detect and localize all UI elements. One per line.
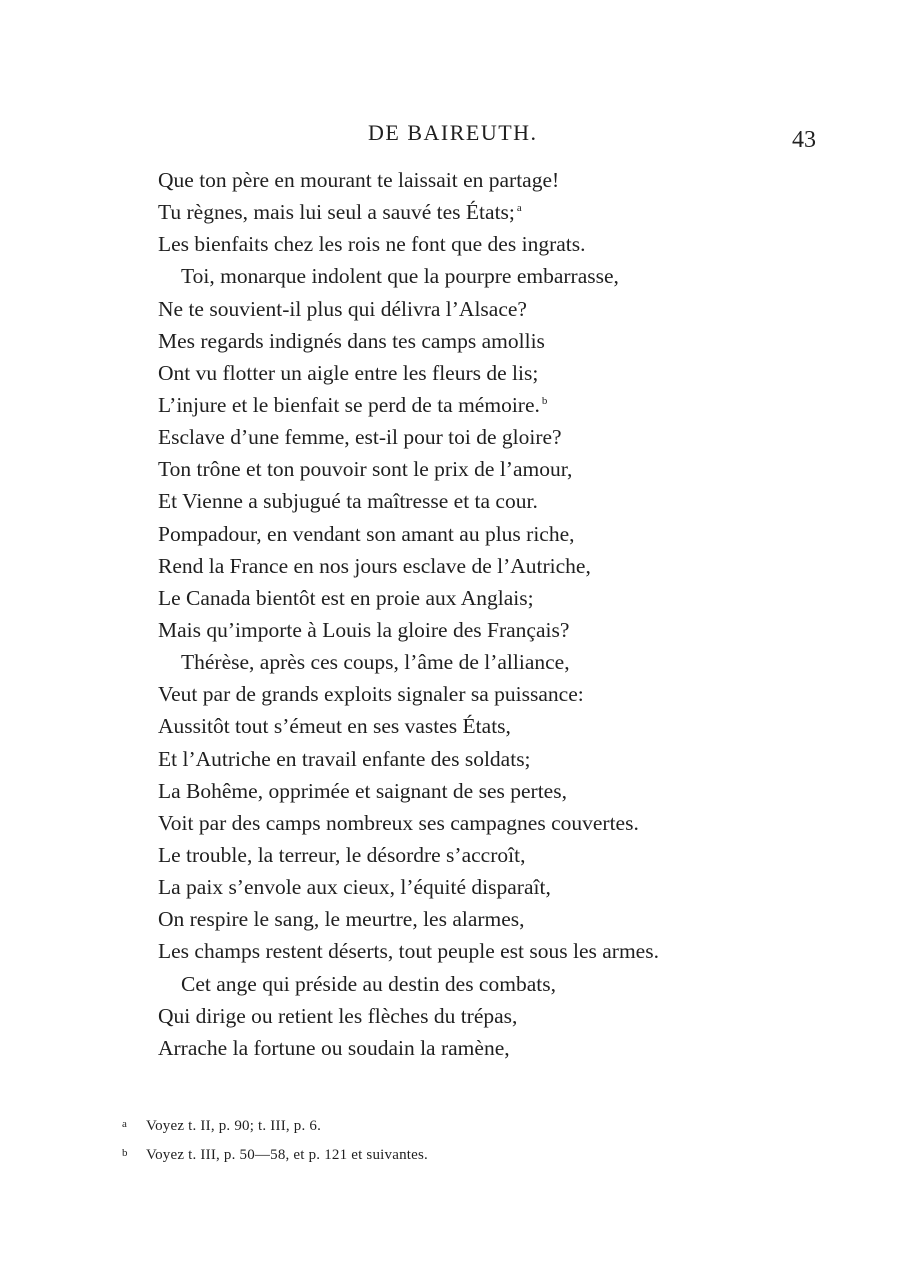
footnotes	[122, 1113, 802, 1171]
verse-line-text: Pompadour, en vendant son amant au plus riche,	[158, 521, 575, 546]
verse-line	[158, 357, 798, 389]
verse-line	[158, 1032, 798, 1064]
footnote-reference: a	[516, 201, 522, 214]
verse-line-text: Ton trône et ton pouvoir sont le prix de l’amour,	[158, 457, 573, 482]
verse-line	[158, 582, 798, 614]
verse-line	[158, 228, 798, 260]
footnote-text: Voyez t. III, p. 50—58, et p. 121 et suivantes.	[146, 1147, 428, 1163]
verse-line-text: Le Canada bientôt est en proie aux Anglais;	[158, 585, 534, 610]
verse-block	[158, 164, 798, 1064]
footnote-text: Voyez t. II, p. 90; t. III, p. 6.	[146, 1118, 322, 1134]
verse-line-text: Que ton père en mourant te laissait en partage!	[158, 168, 560, 192]
verse-line	[158, 1000, 798, 1032]
verse-line	[158, 807, 798, 839]
verse-line-text: Arrache la fortune ou soudain la ramène,	[158, 1035, 510, 1060]
verse-line	[158, 196, 798, 228]
footnote	[122, 1113, 802, 1142]
running-head	[0, 120, 900, 152]
verse-line	[158, 646, 798, 678]
verse-line	[158, 903, 798, 935]
verse-line-text: La paix s’envole aux cieux, l’équité disparaît,	[158, 875, 551, 900]
verse-line-text: La Bohême, opprimée et saignant de ses pertes,	[158, 778, 567, 803]
verse-line	[158, 421, 798, 453]
verse-line-text: Veut par de grands exploits signaler sa puissance:	[158, 682, 584, 707]
verse-line-text: Aussitôt tout s’émeut en ses vastes États,	[158, 714, 511, 739]
verse-line	[158, 839, 798, 871]
verse-line	[158, 614, 798, 646]
verse-line-text: Mes regards indignés dans tes camps amollis	[158, 328, 545, 353]
verse-line-text: Ont vu flotter un aigle entre les fleurs de lis;	[158, 360, 539, 385]
footnote-mark: a	[122, 1118, 127, 1130]
running-title: DE BAIREUTH.	[368, 120, 538, 145]
verse-line-text: Rend la France en nos jours esclave de l’Autriche,	[158, 553, 591, 578]
verse-line-text: Et l’Autriche en travail enfante des soldats;	[158, 746, 531, 771]
verse-line	[158, 935, 798, 967]
verse-line-text: Cet ange qui préside au destin des combats,	[181, 971, 556, 996]
verse-line-text: Mais qu’importe à Louis la gloire des Français?	[158, 617, 570, 642]
footnote-reference: b	[541, 394, 548, 407]
verse-line-text: Toi, monarque indolent que la pourpre embarrasse,	[181, 264, 619, 289]
verse-line-text: Les champs restent déserts, tout peuple est sous les armes.	[158, 939, 659, 964]
verse-line-text: Les bienfaits chez les rois ne font que des ingrats.	[158, 232, 586, 257]
verse-line-text: Thérèse, après ces coups, l’âme de l’alliance,	[181, 650, 570, 675]
verse-line	[158, 743, 798, 775]
verse-line	[158, 325, 798, 357]
verse-line	[158, 260, 798, 292]
verse-line	[158, 550, 798, 582]
footnote	[122, 1142, 802, 1171]
verse-line	[158, 871, 798, 903]
verse-line	[158, 518, 798, 550]
footnote-mark: b	[122, 1147, 128, 1159]
page-number: 43	[792, 127, 816, 153]
verse-line-text: Esclave d’une femme, est-il pour toi de gloire?	[158, 425, 562, 450]
verse-line	[158, 164, 798, 196]
verse-line	[158, 293, 798, 325]
verse-line	[158, 775, 798, 807]
verse-line-text: Tu règnes, mais lui seul a sauvé tes États;	[158, 200, 515, 225]
verse-line-text: Ne te souvient-il plus qui délivra l’Alsace?	[158, 296, 527, 321]
verse-line	[158, 453, 798, 485]
verse-line-text: Qui dirige ou retient les flèches du trépas,	[158, 1003, 518, 1028]
verse-line-text: Le trouble, la terreur, le désordre s’accroît,	[158, 842, 526, 867]
verse-line-text: Voit par des camps nombreux ses campagnes couvertes.	[158, 810, 639, 835]
verse-line-text: Et Vienne a subjugué ta maîtresse et ta cour.	[158, 489, 538, 514]
verse-line	[158, 678, 798, 710]
verse-line	[158, 710, 798, 742]
verse-line-text: On respire le sang, le meurtre, les alarmes,	[158, 907, 525, 932]
verse-line	[158, 485, 798, 517]
verse-line	[158, 389, 798, 421]
verse-line-text: L’injure et le bienfait se perd de ta mémoire.	[158, 392, 540, 417]
verse-line	[158, 968, 798, 1000]
